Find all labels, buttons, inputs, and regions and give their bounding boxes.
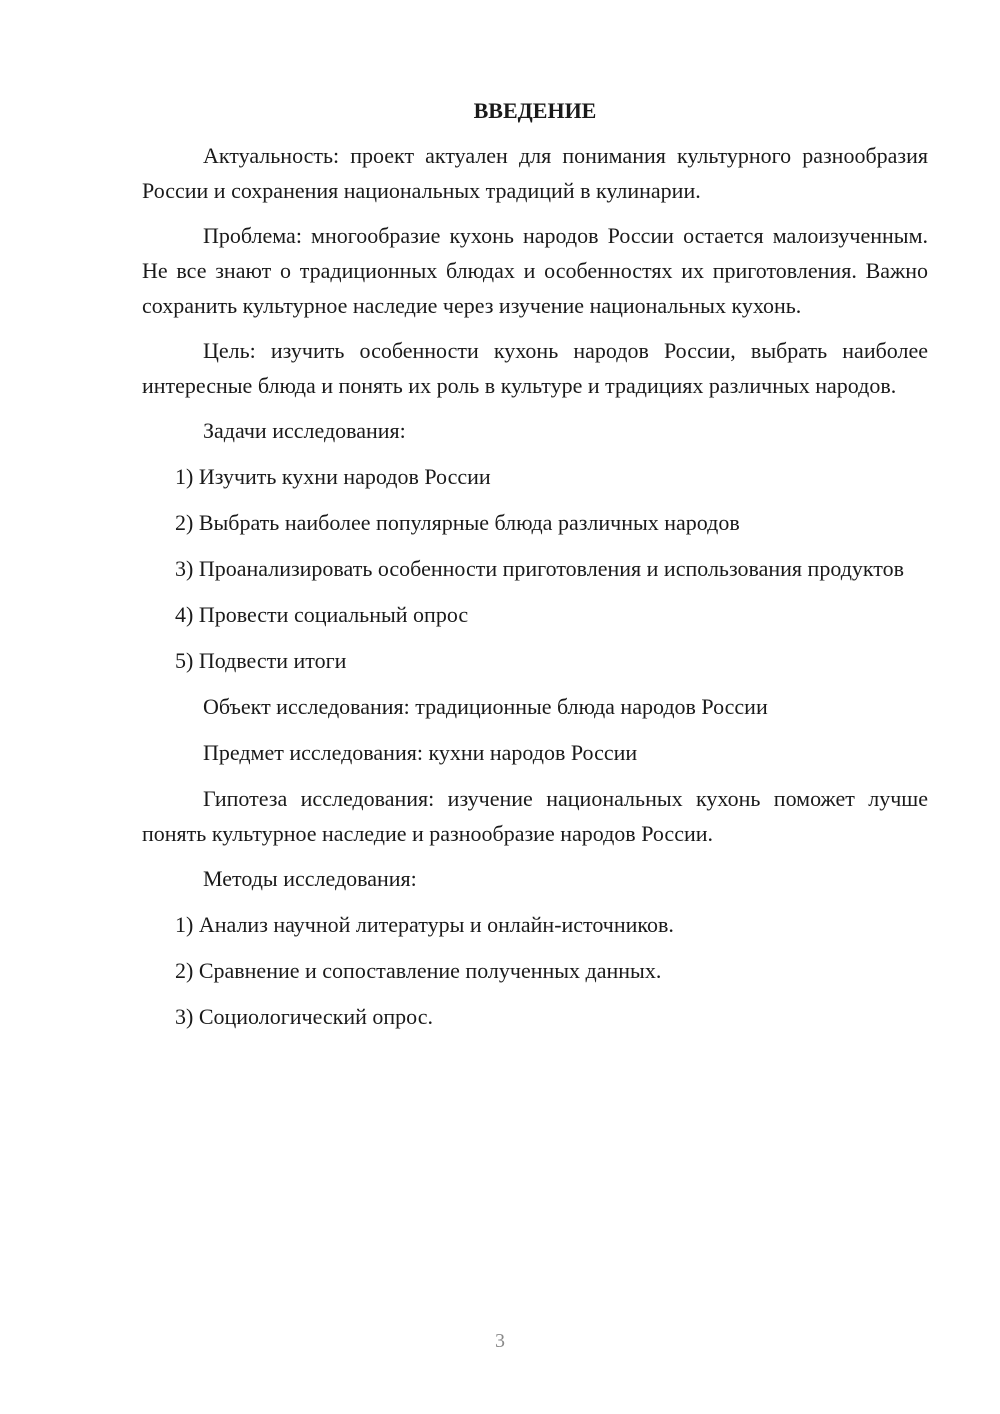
tasks-heading: Задачи исследования: [203, 418, 406, 443]
research-object: Объект исследования: традиционные блюда народов России [203, 694, 768, 719]
method-item: 1) Анализ научной литературы и онлайн-источников. [175, 912, 674, 937]
problem-paragraph: Проблема: многообразие кухонь народов России остается малоизученным. Не все знают о традиционных блюдах и особенностях их приготовления. Важно сохранить культурное наследие через изучение национальных кухонь. [142, 223, 928, 318]
research-subject: Предмет исследования: кухни народов России [203, 740, 638, 765]
page-content [142, 94, 928, 1045]
method-item: 2) Сравнение и сопоставление полученных данных. [175, 958, 662, 983]
task-item: 5) Подвести итоги [175, 648, 347, 673]
method-item: 3) Социологический опрос. [175, 1004, 433, 1029]
task-item: 3) Проанализировать особенности приготовления и использования продуктов [175, 556, 904, 581]
methods-heading: Методы исследования: [203, 866, 417, 891]
goal-paragraph: Цель: изучить особенности кухонь народов России, выбрать наиболее интересные блюда и понять их роль в культуре и традициях различных народов. [142, 338, 928, 398]
task-item: 1) Изучить кухни народов России [175, 464, 491, 489]
page-number: 3 [495, 1330, 505, 1352]
task-item: 4) Провести социальный опрос [175, 602, 469, 627]
page-title: ВВЕДЕНИЕ [473, 98, 597, 123]
relevance-paragraph: Актуальность: проект актуален для понимания культурного разнообразия России и сохранения национальных традиций в кулинарии. [142, 143, 928, 203]
task-item: 2) Выбрать наиболее популярные блюда различных народов [175, 510, 740, 535]
hypothesis-paragraph: Гипотеза исследования: изучение национальных кухонь поможет лучше понять культурное наследие и разнообразие народов России. [142, 786, 928, 846]
